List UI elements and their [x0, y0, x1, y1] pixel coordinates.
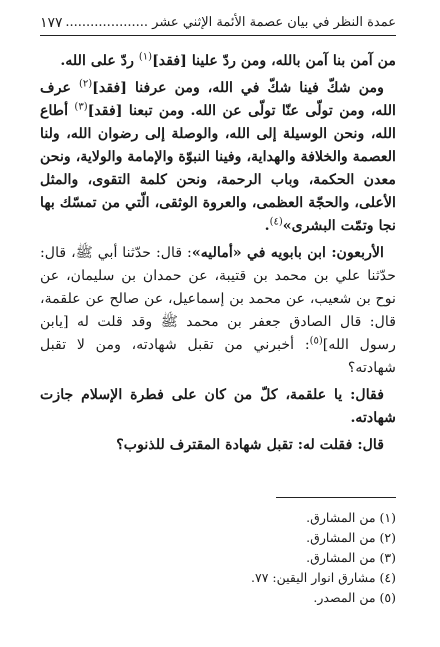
paragraph — [40, 77, 396, 238]
paragraph-text: ومن شكّ فينا شكّ في الله، ومن عرفنا [فقد] — [92, 80, 384, 96]
paragraph-text: فقال: يا علقمة، كلّ من كان على فطرة الإسلام جازت شهادته. — [40, 387, 396, 426]
page-number: ١٧٧ — [40, 15, 63, 31]
body-text — [40, 50, 396, 457]
running-head — [40, 14, 396, 36]
book-title: عمدة النظر في بيان عصمة الأئمة الإثني عشر — [152, 15, 396, 30]
footnote: (٤) مشارق انوار اليقين: ٧٧. — [251, 570, 396, 585]
title-leader: .................... — [65, 15, 149, 30]
footnote-divider — [276, 497, 396, 498]
paragraph — [40, 384, 396, 430]
paragraph — [40, 242, 396, 380]
paragraph-text: : قال: حدّثنا أبي ﷺ، قال: حدّثنا علي بن محمد بن قتيبة، عن حمدان بن سليمان، عن نوح بن شعيب، عن محمد بن إسماعيل، عن صالح عن علقمة، قال: قال الصادق جعفر بن محمد ﷺ وقد قلت له [يابن رسول الله] — [40, 245, 396, 353]
paragraph — [40, 50, 396, 73]
paragraph-text: قال: فقلت له: تقبل شهادة المقترف للذنوب؟ — [116, 437, 384, 453]
footnotes — [40, 508, 396, 608]
paragraph-text: : أخبرني من تقبل شهادته، ومن لا تقبل شهادته؟ — [40, 337, 396, 376]
footnote-reference: (١) — [138, 51, 153, 63]
footnote-reference: (٥) — [309, 335, 323, 347]
footnote-reference: (٤) — [269, 216, 283, 228]
running-title — [65, 14, 396, 32]
footnote-reference: (٣) — [74, 101, 88, 113]
footnote: (٢) من المشارق. — [306, 530, 396, 545]
paragraph-text: عرف الله، ومن تولّى عنّا تولّى عن الله. ومن تبعنا [فقد] — [40, 80, 396, 119]
paragraph-text: الأربعون: ابن بابويه في «أماليه» — [191, 245, 384, 261]
footnote-reference: (٢) — [78, 78, 93, 90]
paragraph-text: . — [264, 218, 270, 234]
paragraph-text: ردّ على الله. — [60, 53, 139, 69]
footnote: (٣) من المشارق. — [306, 550, 396, 565]
footnote: (٥) من المصدر. — [313, 590, 396, 605]
paragraph-text: أطاع الله، ونحن الوسيلة إلى الله، والوصلة إلى رضوان الله، ولنا العصمة والخلافة والهداية، وفينا النبوّة والإمامة والولاية، ونحن معدن الحكمة، وباب الرحمة، ونحن كلمة التقوى، والمثل الأعلى، والحجّة العظمى، والعروة الوثقى، الّتي من تمسّك بها نجا وتمّت البشرى» — [40, 103, 396, 234]
footnote: (١) من المشارق. — [306, 510, 396, 525]
paragraph-text: من آمن بنا آمن بالله، ومن ردّ علينا [فقد] — [152, 53, 396, 69]
paragraph — [40, 434, 396, 457]
